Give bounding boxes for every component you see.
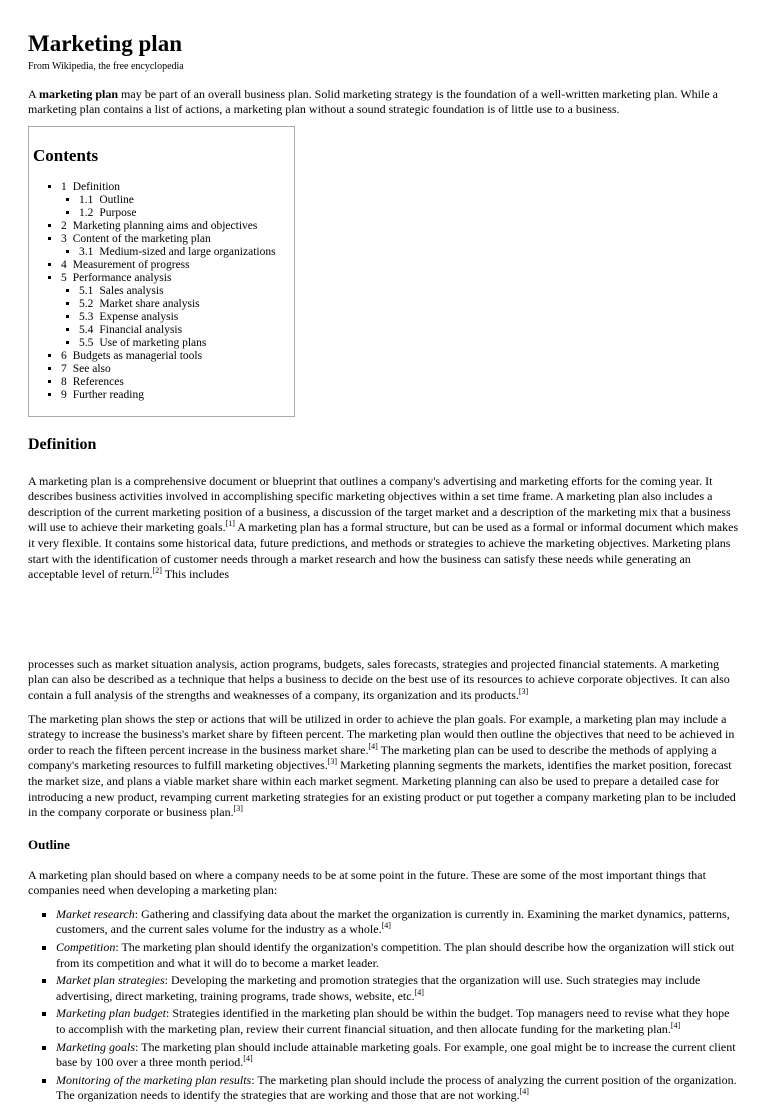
toc-item[interactable] [61,220,290,233]
toc-label[interactable]: Definition [72,180,121,193]
toc-number: 1 [61,180,67,193]
definition-paragraph-2 [28,657,740,704]
toc-subitem[interactable] [79,207,290,220]
page-break-gap [28,591,740,657]
toc-label[interactable]: Use of marketing plans [99,336,207,349]
reference-link[interactable]: [3] [518,687,529,697]
toc-label[interactable]: Marketing planning aims and objectives [72,219,258,232]
toc-subitem[interactable] [79,194,290,207]
toc-number: 5 [61,271,67,284]
intro-bold-term: marketing plan [39,86,119,101]
toc-item[interactable] [61,181,290,220]
toc-sublist [61,194,290,220]
list-item-term: Market plan strategies [56,973,165,988]
definition-text: A marketing plan is a comprehensive document or blueprint that outlines a company's advertising and marketing efforts for the coming year. It describes business activities involved in accomplishing specific marketing objectives within a set time frame. A marketing plan also includes a description of the current marketing position of a business, a discussion of the target market and a description of the marketing mix that a business will use to achieve their marketing goals. [28,473,731,535]
toc-title: Contents [33,145,99,165]
toc-label[interactable]: Expense analysis [99,310,179,323]
list-item [56,1006,740,1037]
reference-link[interactable]: [4] [368,741,378,751]
page-title: Marketing plan [28,31,182,56]
list-item-text: : Gathering and classifying data about the market the organization is currently in. Examining the market dynamics, patterns, customers, and the current sales volume for the industry as a whole. [56,906,730,937]
definition-text: processes such as market situation analysis, action programs, budgets, sales forecasts, strategies and projected financial statements. A marketing plan can also be described as a technique that helps a business to decide on the best use of its resources to achieve corporate objectives. It can also contain a full analysis of the strengths and weaknesses of a company, its organization and its products. [28,656,730,703]
toc-subitem[interactable] [79,337,290,350]
list-item [56,973,740,1004]
toc-number: 5.2 [79,297,94,310]
toc-label[interactable]: Purpose [99,206,137,219]
list-item-text: : The marketing plan should include attainable marketing goals. For example, one goal might be to increase the current client base by 100 over a three month period. [56,1039,736,1070]
toc-subitem[interactable] [79,246,290,259]
section-heading-definition: Definition [28,435,97,453]
toc-list [33,181,290,402]
toc-number: 5.5 [79,336,94,349]
toc-number: 7 [61,362,67,375]
toc-item[interactable] [61,363,290,376]
toc-label[interactable]: Outline [99,193,134,206]
reference-link[interactable]: [1] [225,519,235,529]
toc-item[interactable] [61,272,290,350]
toc-label[interactable]: Content of the marketing plan [72,232,211,245]
reference-link[interactable]: [3] [327,757,338,767]
definition-text: This includes [161,567,230,582]
outline-intro: A marketing plan should based on where a company needs to be at some point in the future. These are some of the most important things that companies need when developing a marketing plan: [28,867,706,898]
toc-item[interactable] [61,259,290,272]
toc-number: 9 [61,388,67,401]
intro-prefix: A [28,86,40,101]
list-item [56,1073,740,1104]
list-item-term: Marketing goals [56,1039,135,1054]
toc-subitem[interactable] [79,324,290,337]
toc-subitem[interactable] [79,298,290,311]
toc-sublist [61,285,290,350]
toc-item[interactable] [61,389,290,402]
definition-paragraph-1 [28,474,740,583]
toc-label[interactable]: Measurement of progress [72,258,190,271]
toc-label[interactable]: Budgets as managerial tools [72,349,203,362]
toc-item[interactable] [61,376,290,389]
toc-number: 6 [61,349,67,362]
list-item [56,940,740,971]
toc-label[interactable]: Medium-sized and large organizations [99,245,276,258]
toc-label[interactable]: References [72,375,124,388]
list-item [56,907,740,938]
toc-number: 5.3 [79,310,94,323]
toc-label[interactable]: Market share analysis [99,297,200,310]
definition-text: The marketing plan can be used to describe the methods of applying a company's marketing resources to fulfill marketing objectives. [28,742,717,773]
definition-paragraph-3 [28,712,740,821]
toc-item[interactable] [61,350,290,363]
list-item-text: : Strategies identified in the marketing plan should be within the budget. Top managers need to revise what they hope to accomplish with the marketing plan, review their current financial situation, and then allocate funding for the marketing plan. [56,1006,730,1036]
list-item [56,1040,740,1071]
table-of-contents [28,126,295,417]
toc-number: 1.1 [79,193,94,206]
reference-link[interactable]: [4] [519,1087,529,1097]
toc-label[interactable]: Further reading [72,388,144,401]
list-item-text: : The marketing plan should identify the organization's competition. The plan should describe how the organization will stick out from its competition and what it will do to become a market leader. [56,940,735,970]
section-heading-outline: Outline [28,836,70,852]
page-subtitle: From Wikipedia, the free encyclopedia [28,60,184,72]
list-item-text: : The marketing plan should include the process of analyzing the current position of the organization. The organization needs to identify the strategies that are working and those that are not working. [56,1072,737,1103]
reference-link[interactable]: [2] [152,566,162,576]
list-item-text: : Developing the marketing and promotion strategies that the organization will use. Such strategies may include advertising, direct marketing, training programs, trade shows, website, etc. [56,973,701,1003]
toc-number: 5.1 [79,284,94,297]
toc-item[interactable] [61,233,290,259]
toc-label[interactable]: Sales analysis [99,284,164,297]
toc-subitem[interactable] [79,311,290,324]
list-item-term: Monitoring of the marketing plan results [56,1072,252,1087]
toc-label[interactable]: Performance analysis [72,271,172,284]
list-item-term: Market research [56,906,135,921]
toc-number: 5.4 [79,323,94,336]
toc-sublist [61,246,290,259]
toc-number: 3 [61,232,67,245]
reference-link[interactable]: [3] [233,804,243,814]
reference-link[interactable]: [4] [414,987,424,997]
outline-list [28,907,740,1104]
toc-number: 2 [61,219,67,232]
toc-number: 4 [61,258,67,271]
toc-number: 8 [61,375,67,388]
definition-text: Marketing planning segments the markets, identifies the market position, forecast the market size, and plans a viable market share within each market segment. Marketing planning can also be used to prepare a detailed case for introducing a new product, revamping current marketing strategies for an existing product or put together a company marketing plan to be included in the company corporate or business plan. [28,758,736,820]
toc-label[interactable]: See also [72,362,111,375]
toc-label[interactable]: Financial analysis [99,323,183,336]
toc-number: 3.1 [79,245,94,258]
reference-link[interactable]: [4] [670,1021,681,1030]
reference-link[interactable]: [4] [243,1054,253,1064]
definition-text: A marketing plan has a formal structure, but can be used as a formal or informal document which makes it very flexible. It contains some historical data, future predictions, and methods or strategies to achieve the marketing objectives. Marketing plans start with the identification of customer needs through a market research and how the business can satisfy these needs while generating an acceptable level of return. [28,520,739,582]
toc-number: 1.2 [79,206,94,219]
list-item-term: Competition [56,940,116,955]
reference-link[interactable]: [4] [381,921,391,931]
toc-subitem[interactable] [79,285,290,298]
intro-paragraph [28,87,740,118]
definition-text: The marketing plan shows the step or actions that will be utilized in order to achieve the plan goals. For example, a marketing plan may include a strategy to increase the business's market share by fifteen percent. The marketing plan would then outline the objectives that need to be achieved in order to reach the fifteen percent increase in the business market share. [28,711,735,757]
list-item-term: Marketing plan budget [56,1006,166,1021]
intro-text: may be part of an overall business plan. Solid marketing strategy is the foundation of a well-written marketing plan. While a marketing plan contains a list of actions, a marketing plan without a sound strategic foundation is of little use to a business. [28,86,718,117]
